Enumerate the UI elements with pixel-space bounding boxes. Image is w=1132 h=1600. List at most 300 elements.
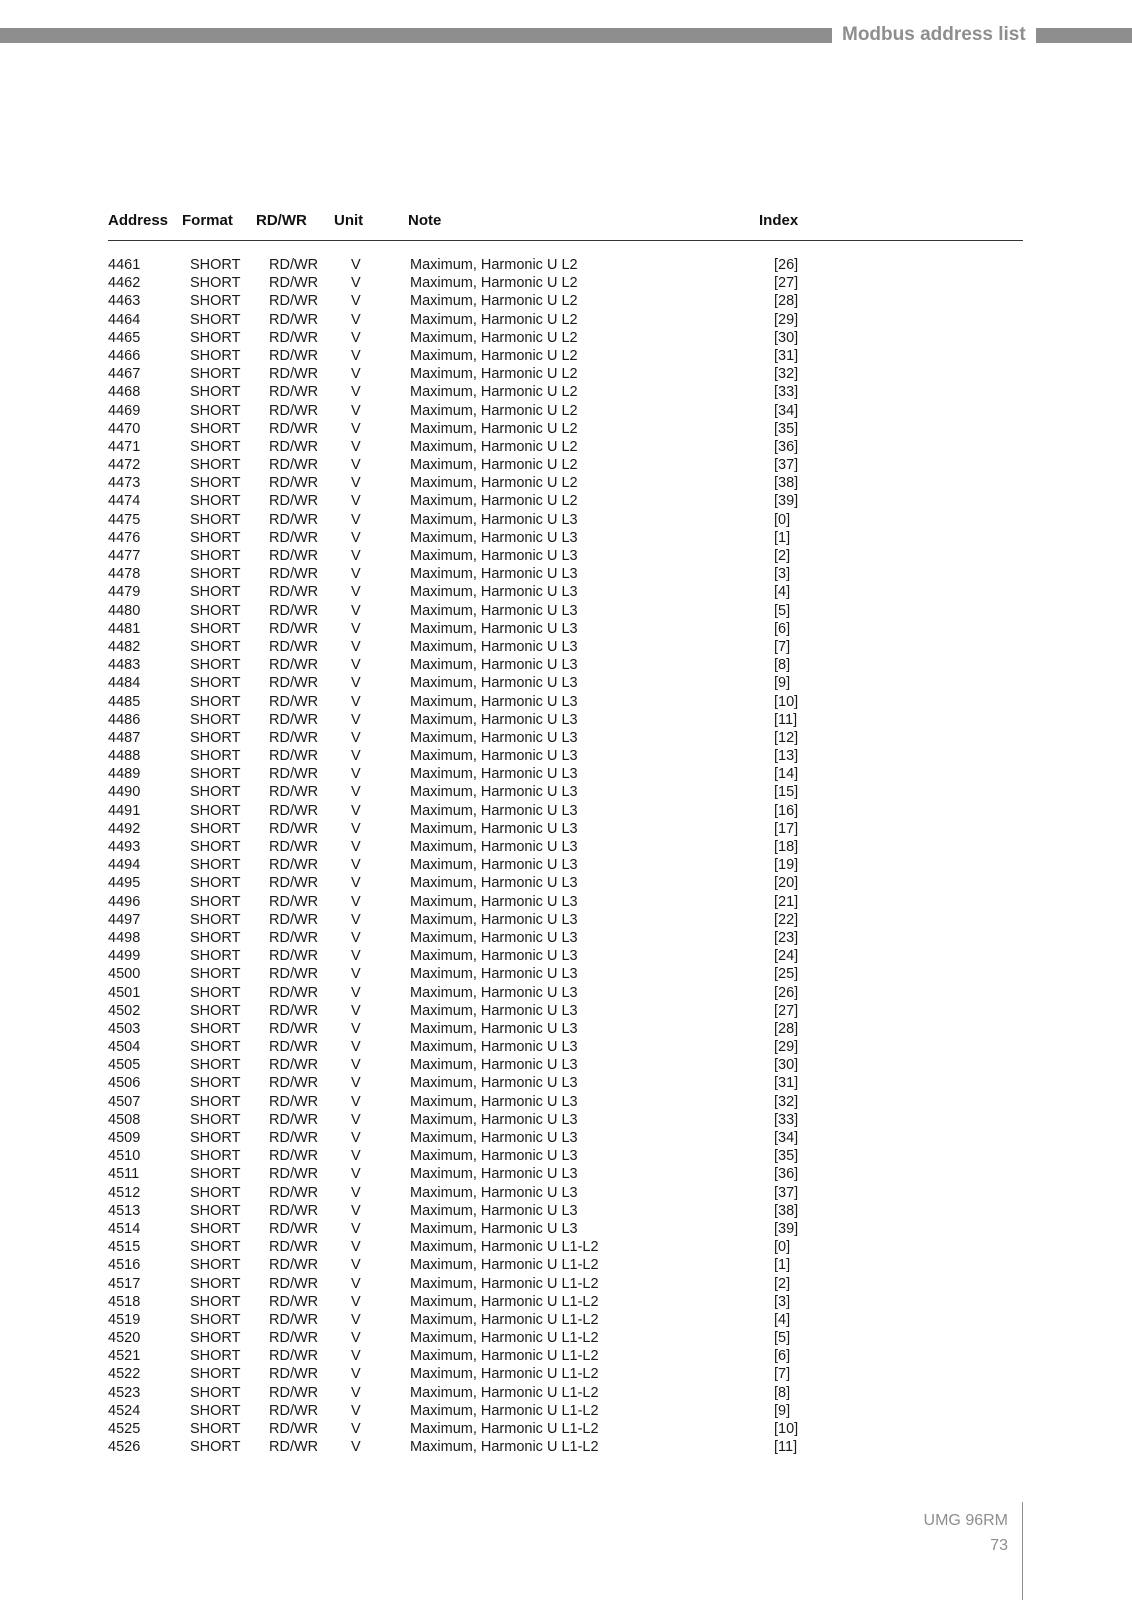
cell-format: SHORT [190,1202,241,1219]
cell-format: SHORT [190,293,241,310]
cell-format: SHORT [190,257,241,273]
table-row [0,802,1132,820]
table-row [0,1002,1132,1020]
cell-note: Maximum, Harmonic U L3 [410,1111,578,1128]
cell-index: [27] [774,275,799,292]
cell-note: Maximum, Harmonic U L3 [410,566,578,583]
column-header-address: Address [108,212,169,229]
cell-address: 4475 [108,511,141,528]
cell-address: 4507 [108,1093,141,1110]
cell-index: [15] [774,784,799,801]
cell-format: SHORT [190,1057,241,1074]
table-row [0,1293,1132,1311]
cell-format: SHORT [190,1075,241,1092]
cell-index: [0] [774,511,791,528]
cell-index: [1] [774,1257,791,1274]
cell-format: SHORT [190,1257,241,1274]
cell-index: [12] [774,729,799,746]
cell-note: Maximum, Harmonic U L1-L2 [410,1311,599,1328]
cell-format: SHORT [190,1039,241,1056]
cell-unit: V [351,257,361,273]
cell-address: 4510 [108,1148,141,1165]
table-row [0,1220,1132,1238]
cell-rdwr: RD/WR [269,966,319,983]
table-row [0,583,1132,601]
table-row [0,874,1132,892]
cell-rdwr: RD/WR [269,729,319,746]
cell-index: [5] [774,602,791,619]
cell-unit: V [351,1366,361,1383]
table-row [0,1056,1132,1074]
table-row [0,292,1132,310]
cell-index: [21] [774,893,799,910]
table-row [0,474,1132,492]
cell-format: SHORT [190,1093,241,1110]
cell-rdwr: RD/WR [269,911,319,928]
cell-index: [24] [774,948,799,965]
table-row [0,1111,1132,1129]
cell-unit: V [351,1057,361,1074]
cell-address: 4473 [108,475,141,492]
cell-note: Maximum, Harmonic U L3 [410,620,578,637]
table-row [0,1074,1132,1092]
cell-note: Maximum, Harmonic U L3 [410,839,578,855]
cell-rdwr: RD/WR [269,748,319,765]
cell-rdwr: RD/WR [269,1075,319,1092]
cell-rdwr: RD/WR [269,839,319,855]
cell-index: [29] [774,311,799,328]
table-row [0,1347,1132,1365]
cell-rdwr: RD/WR [269,1057,319,1074]
cell-address: 4514 [108,1220,141,1237]
cell-note: Maximum, Harmonic U L3 [410,1057,578,1074]
cell-format: SHORT [190,1239,241,1256]
cell-unit: V [351,366,361,383]
cell-note: Maximum, Harmonic U L2 [410,311,578,328]
table-row [0,311,1132,329]
cell-note: Maximum, Harmonic U L3 [410,1148,578,1165]
cell-index: [11] [774,1439,798,1456]
cell-index: [4] [774,1311,791,1328]
cell-unit: V [351,857,361,874]
cell-format: SHORT [190,529,241,546]
page-number: 73 [990,1537,1008,1554]
cell-unit: V [351,293,361,310]
cell-rdwr: RD/WR [269,384,319,401]
table-row [0,529,1132,547]
cell-note: Maximum, Harmonic U L3 [410,602,578,619]
cell-address: 4521 [108,1348,141,1365]
cell-unit: V [351,457,361,474]
table-body [0,256,1132,1456]
cell-unit: V [351,1166,361,1183]
cell-address: 4518 [108,1293,141,1310]
cell-format: SHORT [190,748,241,765]
cell-address: 4486 [108,711,141,728]
cell-unit: V [351,1257,361,1274]
cell-rdwr: RD/WR [269,766,319,783]
cell-note: Maximum, Harmonic U L3 [410,1020,578,1037]
cell-format: SHORT [190,984,241,1001]
cell-note: Maximum, Harmonic U L2 [410,420,578,437]
cell-unit: V [351,1039,361,1056]
cell-note: Maximum, Harmonic U L3 [410,802,578,819]
column-header-rdwr: RD/WR [256,212,307,229]
cell-index: [34] [774,402,799,419]
cell-rdwr: RD/WR [269,1421,319,1437]
cell-rdwr: RD/WR [269,1439,319,1456]
cell-format: SHORT [190,657,241,674]
cell-index: [23] [774,929,799,946]
cell-unit: V [351,1202,361,1219]
cell-note: Maximum, Harmonic U L3 [410,875,578,892]
cell-format: SHORT [190,1275,241,1292]
cell-address: 4500 [108,966,141,983]
cell-unit: V [351,1130,361,1146]
cell-note: Maximum, Harmonic U L3 [410,766,578,783]
column-header-format: Format [182,212,233,229]
cell-note: Maximum, Harmonic U L3 [410,1075,578,1092]
table-row [0,1147,1132,1165]
cell-format: SHORT [190,1348,241,1365]
cell-format: SHORT [190,784,241,801]
cell-format: SHORT [190,275,241,292]
cell-index: [6] [774,1348,791,1365]
cell-unit: V [351,638,361,655]
cell-unit: V [351,1093,361,1110]
cell-format: SHORT [190,711,241,728]
table-row [0,420,1132,438]
cell-format: SHORT [190,911,241,928]
cell-rdwr: RD/WR [269,1330,319,1347]
cell-rdwr: RD/WR [269,402,319,419]
cell-index: [35] [774,1148,799,1165]
table-row [0,1038,1132,1056]
cell-index: [31] [774,347,799,364]
cell-rdwr: RD/WR [269,929,319,946]
cell-address: 4511 [108,1166,140,1183]
cell-address: 4468 [108,384,141,401]
table-row [0,674,1132,692]
cell-note: Maximum, Harmonic U L3 [410,711,578,728]
cell-address: 4467 [108,366,141,383]
cell-index: [37] [774,457,799,474]
cell-address: 4512 [108,1184,141,1201]
cell-address: 4515 [108,1239,141,1256]
cell-index: [33] [774,1111,799,1128]
cell-index: [39] [774,1220,799,1237]
cell-rdwr: RD/WR [269,620,319,637]
cell-note: Maximum, Harmonic U L3 [410,511,578,528]
table-row [0,638,1132,656]
cell-rdwr: RD/WR [269,657,319,674]
cell-rdwr: RD/WR [269,347,319,364]
cell-note: Maximum, Harmonic U L3 [410,784,578,801]
cell-unit: V [351,1439,361,1456]
cell-unit: V [351,275,361,292]
cell-index: [8] [774,1384,791,1401]
cell-note: Maximum, Harmonic U L3 [410,1002,578,1019]
cell-unit: V [351,1293,361,1310]
cell-note: Maximum, Harmonic U L3 [410,529,578,546]
cell-note: Maximum, Harmonic U L3 [410,948,578,965]
cell-rdwr: RD/WR [269,584,319,601]
cell-unit: V [351,929,361,946]
cell-address: 4465 [108,329,141,346]
cell-format: SHORT [190,384,241,401]
cell-index: [38] [774,1202,799,1219]
table-row [0,1311,1132,1329]
cell-format: SHORT [190,1384,241,1401]
cell-format: SHORT [190,493,241,510]
cell-unit: V [351,729,361,746]
cell-unit: V [351,820,361,837]
cell-address: 4523 [108,1384,141,1401]
cell-note: Maximum, Harmonic U L3 [410,1166,578,1183]
cell-index: [3] [774,566,791,583]
table-row [0,747,1132,765]
cell-index: [39] [774,493,799,510]
column-header-unit: Unit [334,212,364,229]
cell-unit: V [351,1020,361,1037]
footer-product-name: UMG 96RM [923,1512,1008,1529]
cell-unit: V [351,948,361,965]
cell-index: [22] [774,911,799,928]
cell-note: Maximum, Harmonic U L3 [410,748,578,765]
cell-note: Maximum, Harmonic U L1-L2 [410,1421,599,1437]
cell-rdwr: RD/WR [269,1239,319,1256]
cell-index: [1] [774,529,791,546]
cell-format: SHORT [190,1166,241,1183]
cell-format: SHORT [190,1220,241,1237]
cell-note: Maximum, Harmonic U L3 [410,1039,578,1056]
cell-unit: V [351,1311,361,1328]
cell-address: 4505 [108,1057,141,1074]
cell-unit: V [351,1075,361,1092]
cell-rdwr: RD/WR [269,711,319,728]
table-header [0,212,1132,232]
cell-address: 4487 [108,729,141,746]
cell-rdwr: RD/WR [269,511,319,528]
cell-note: Maximum, Harmonic U L1-L2 [410,1439,599,1456]
cell-note: Maximum, Harmonic U L3 [410,1202,578,1219]
cell-note: Maximum, Harmonic U L2 [410,475,578,492]
table-row [0,820,1132,838]
cell-address: 4517 [108,1275,141,1292]
cell-note: Maximum, Harmonic U L1-L2 [410,1402,599,1419]
cell-format: SHORT [190,875,241,892]
cell-index: [10] [774,1421,799,1437]
cell-rdwr: RD/WR [269,275,319,292]
table-row [0,1365,1132,1383]
cell-note: Maximum, Harmonic U L1-L2 [410,1366,599,1383]
cell-rdwr: RD/WR [269,1402,319,1419]
cell-format: SHORT [190,929,241,946]
cell-note: Maximum, Harmonic U L2 [410,438,578,455]
cell-index: [9] [774,1402,791,1419]
cell-rdwr: RD/WR [269,1384,319,1401]
cell-address: 4476 [108,529,141,546]
cell-index: [28] [774,293,799,310]
table-row [0,947,1132,965]
cell-unit: V [351,657,361,674]
cell-format: SHORT [190,1311,241,1328]
cell-unit: V [351,1002,361,1019]
cell-note: Maximum, Harmonic U L3 [410,929,578,946]
header-bar-right [1036,28,1132,43]
cell-note: Maximum, Harmonic U L3 [410,584,578,601]
cell-format: SHORT [190,1148,241,1165]
cell-rdwr: RD/WR [269,475,319,492]
cell-index: [31] [774,1075,799,1092]
table-row [0,656,1132,674]
cell-rdwr: RD/WR [269,1166,319,1183]
cell-unit: V [351,984,361,1001]
table-row [0,565,1132,583]
table-row [0,693,1132,711]
cell-format: SHORT [190,311,241,328]
table-row [0,1238,1132,1256]
table-row [0,1275,1132,1293]
cell-format: SHORT [190,1402,241,1419]
cell-format: SHORT [190,420,241,437]
cell-rdwr: RD/WR [269,784,319,801]
column-header-note: Note [408,212,442,229]
table-row [0,984,1132,1002]
cell-index: [32] [774,366,799,383]
cell-format: SHORT [190,857,241,874]
header-bar-left [0,28,832,43]
cell-format: SHORT [190,1184,241,1201]
cell-rdwr: RD/WR [269,1039,319,1056]
cell-rdwr: RD/WR [269,1093,319,1110]
cell-note: Maximum, Harmonic U L2 [410,402,578,419]
table-row [0,856,1132,874]
table-row [0,1129,1132,1147]
cell-format: SHORT [190,1020,241,1037]
table-row [0,765,1132,783]
cell-note: Maximum, Harmonic U L2 [410,493,578,510]
cell-index: [30] [774,1057,799,1074]
cell-note: Maximum, Harmonic U L2 [410,457,578,474]
cell-address: 4474 [108,493,141,510]
cell-rdwr: RD/WR [269,802,319,819]
cell-unit: V [351,839,361,855]
cell-address: 4501 [108,984,141,1001]
cell-note: Maximum, Harmonic U L3 [410,675,578,692]
cell-format: SHORT [190,820,241,837]
cell-note: Maximum, Harmonic U L1-L2 [410,1257,599,1274]
cell-address: 4503 [108,1020,141,1037]
cell-unit: V [351,1275,361,1292]
table-row [0,1256,1132,1274]
cell-note: Maximum, Harmonic U L3 [410,729,578,746]
cell-note: Maximum, Harmonic U L2 [410,347,578,364]
cell-note: Maximum, Harmonic U L2 [410,275,578,292]
cell-rdwr: RD/WR [269,1220,319,1237]
cell-address: 4498 [108,929,141,946]
cell-address: 4482 [108,638,141,655]
cell-index: [25] [774,966,799,983]
table-row [0,965,1132,983]
cell-unit: V [351,1220,361,1237]
table-row [0,893,1132,911]
cell-note: Maximum, Harmonic U L3 [410,1093,578,1110]
cell-format: SHORT [190,347,241,364]
cell-format: SHORT [190,675,241,692]
table-row [0,1329,1132,1347]
cell-rdwr: RD/WR [269,875,319,892]
cell-index: [4] [774,584,791,601]
cell-rdwr: RD/WR [269,602,319,619]
cell-address: 4497 [108,911,141,928]
cell-format: SHORT [190,1293,241,1310]
cell-address: 4470 [108,420,141,437]
cell-unit: V [351,493,361,510]
cell-format: SHORT [190,1439,241,1456]
cell-address: 4489 [108,766,141,783]
cell-rdwr: RD/WR [269,1348,319,1365]
cell-unit: V [351,766,361,783]
cell-rdwr: RD/WR [269,257,319,273]
cell-address: 4508 [108,1111,141,1128]
cell-address: 4466 [108,347,141,364]
cell-unit: V [351,784,361,801]
table-row [0,383,1132,401]
table-row [0,456,1132,474]
table-row [0,365,1132,383]
cell-unit: V [351,529,361,546]
cell-address: 4519 [108,1311,141,1328]
cell-unit: V [351,602,361,619]
cell-format: SHORT [190,475,241,492]
cell-index: [7] [774,1366,791,1383]
cell-address: 4485 [108,693,141,710]
cell-index: [8] [774,657,791,674]
table-row [0,1020,1132,1038]
cell-unit: V [351,1239,361,1256]
cell-address: 4481 [108,620,141,637]
cell-rdwr: RD/WR [269,438,319,455]
cell-address: 4504 [108,1039,141,1056]
cell-rdwr: RD/WR [269,493,319,510]
cell-address: 4464 [108,311,141,328]
cell-unit: V [351,566,361,583]
cell-note: Maximum, Harmonic U L1-L2 [410,1348,599,1365]
cell-unit: V [351,966,361,983]
cell-format: SHORT [190,638,241,655]
cell-address: 4462 [108,275,141,292]
cell-unit: V [351,347,361,364]
cell-rdwr: RD/WR [269,857,319,874]
cell-note: Maximum, Harmonic U L2 [410,384,578,401]
cell-rdwr: RD/WR [269,638,319,655]
table-row [0,1184,1132,1202]
cell-rdwr: RD/WR [269,457,319,474]
cell-format: SHORT [190,729,241,746]
cell-format: SHORT [190,1421,241,1437]
cell-unit: V [351,438,361,455]
cell-note: Maximum, Harmonic U L3 [410,657,578,674]
cell-index: [35] [774,420,799,437]
cell-unit: V [351,875,361,892]
cell-rdwr: RD/WR [269,1202,319,1219]
cell-rdwr: RD/WR [269,1257,319,1274]
cell-format: SHORT [190,948,241,965]
cell-unit: V [351,911,361,928]
cell-index: [5] [774,1330,791,1347]
table-row [0,256,1132,274]
